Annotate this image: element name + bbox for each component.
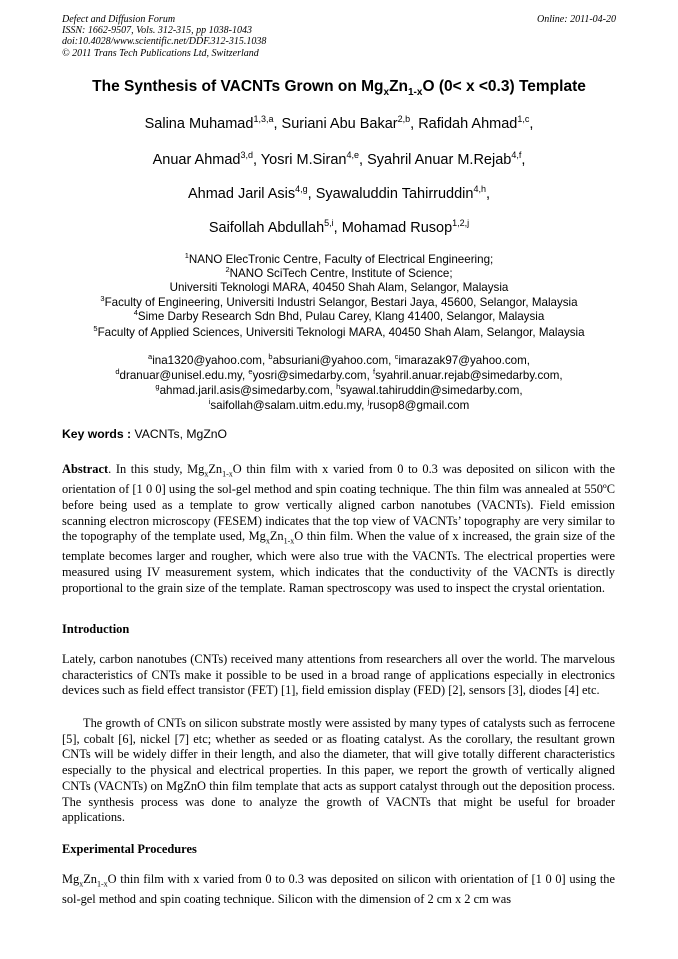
introduction-paragraph-1: Lately, carbon nanotubes (CNTs) received many attentions from researchers all over the world. The marvelous characteristics of CNTs make it possible to be used in a broad range of applications especially in electronics devices such as field effect transistor (FET) [1], field emission display (FED) [2], sensors [3], diodes [4] etc. bbox=[62, 652, 615, 698]
keywords-label: Key words : bbox=[62, 427, 132, 441]
paper-title: The Synthesis of VACNTs Grown on $Mg_xZn_{1-x}O$ (0< x <0.3) Template bbox=[92, 78, 586, 99]
author-line-2: Anuar Ahmad$^{3,d}$, Yosri M.Siran$^{4,e}$, Syahril Anuar M.Rejab$^{4,f}$, bbox=[152, 150, 526, 168]
abstract-paragraph: Abstract. In this study, $Mg_xZn_{1-x}O$ thin film with x varied from 0 to 0.3 was deposited on silicon with the orientation of [1 0 0] using the sol-gel method and spin coating technique. The thin film was annealed at 550ºC before being used as a template to grow vertically aligned carbon nanotubes (VACNTs). Field emission scanning electron microscopy (FESEM) indicates that the top view of VACNTs’ topography are very similar to the topography of the template used, $Mg_xZn_{1-x}O$ thin film. When the value of x increased, the grain size of the template becomes larger and rougher, which were also true with the VACNTs. The electrical properties were measured using IV measurement system, which indicates that the conductivity of the VACNTs is directly proportional to the grain size of the template. Raman spectroscopy was used to inspect the crystal orientation. bbox=[62, 462, 615, 595]
introduction-heading: Introduction bbox=[62, 622, 130, 636]
email-line-3: $^g$ahmad.jaril.asis@simedarby.com, $^h$syawal.tahiruddin@simedarby.com, bbox=[155, 382, 523, 397]
author-line-4: Saifollah Abdullah$^{5,i}$, Mohamad Rusop$^{1,2,j}$ bbox=[208, 218, 470, 236]
keywords-text: VACNTs, MgZnO bbox=[131, 427, 228, 441]
online-date: Online: 2011-04-20 bbox=[537, 14, 616, 25]
affiliation: $^5$Faculty of Applied Sciences, Universiti Teknologi MARA, 40450 Shah Alam, Selangor, Malaysia bbox=[93, 324, 585, 339]
experimental-heading: Experimental Procedures bbox=[62, 842, 197, 856]
abstract-label: Abstract bbox=[62, 462, 109, 476]
affiliation: $^4$Sime Darby Research Sdn Bhd, Pulau Carey, Klang 41400, Selangor, Malaysia bbox=[133, 308, 545, 323]
experimental-paragraph: $Mg_xZn_{1-x}O$ thin film with x varied from 0 to 0.3 was deposited on silicon with orientation of [1 0 0] using the sol-gel method and spin coating technique. Silicon with the dimension of 2 cm x 2 cm was bbox=[62, 872, 615, 907]
affiliation: $^1$NANO ElecTronic Centre, Faculty of Electrical Engineering; bbox=[184, 251, 494, 266]
keywords bbox=[62, 427, 227, 441]
journal-name: Defect and Diffusion Forum bbox=[62, 14, 176, 25]
journal-header bbox=[62, 14, 266, 59]
email-line-1: $^a$ina1320@yahoo.com, $^b$absuriani@yahoo.com, $^c$imarazak97@yahoo.com, bbox=[148, 352, 530, 367]
copyright-line: © 2011 Trans Tech Publications Ltd, Switzerland bbox=[62, 47, 259, 59]
email-line-2: $^d$dranuar@unisel.edu.my, $^e$yosri@simedarby.com, $^f$syahril.anuar.rejab@simedarby.com, bbox=[115, 367, 563, 382]
affiliation: Universiti Teknologi MARA, 40450 Shah Alam, Selangor, Malaysia bbox=[169, 281, 509, 294]
issn-line: ISSN: 1662-9507, Vols. 312-315, pp 1038-1043 bbox=[62, 25, 252, 37]
affiliation: $^2$NANO SciTech Centre, Institute of Science; bbox=[225, 265, 453, 280]
doi-line: doi:10.4028/www.scientific.net/DDF.312-315.1038 bbox=[62, 36, 267, 48]
author-line-1: Salina Muhamad$^{1,3,a}$, Suriani Abu Bakar$^{2,b}$, Rafidah Ahmad$^{1,c}$, bbox=[144, 114, 534, 132]
author-line-3: Ahmad Jaril Asis$^{4,g}$, Syawaluddin Tahirruddin$^{4,h}$, bbox=[187, 184, 491, 202]
affiliation: $^3$Faculty of Engineering, Universiti Industri Selangor, Bestari Jaya, 45600, Selangor, Malaysia bbox=[100, 294, 578, 309]
introduction-paragraph-2: The growth of CNTs on silicon substrate mostly were assisted by many types of catalysts such as ferrocene [5], cobalt [6], nickel [7] etc; whether as seeded or as floating catalyst. As the corollary, the resultant grown CNTs will be widely differ in their length, and also the diameter, that will give totally different characteristics especially to the physical and electrical properties. In this paper, we report the growth of vertically aligned CNTs (VACNTs) on MgZnO thin film template that acts as support catalyst through out the deposition process. The synthesis process was done to analyze the growth of VACNTs that might be useful for broader applications. bbox=[62, 716, 615, 825]
email-line-4: $^i$saifollah@salam.uitm.edu.my, $^j$rusop8@gmail.com bbox=[208, 397, 470, 412]
